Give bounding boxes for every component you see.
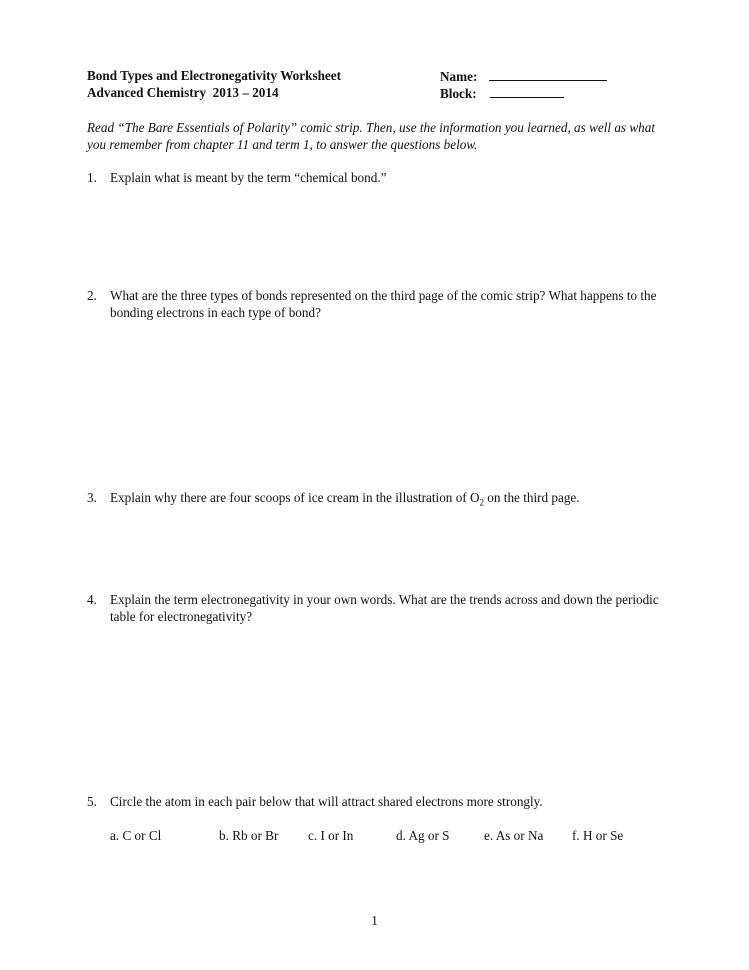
- worksheet-title: Bond Types and Electronegativity Worksheet: [87, 68, 342, 83]
- question-4: [87, 591, 667, 625]
- block-label: Block:: [440, 86, 477, 101]
- name-blank-line[interactable]: [489, 67, 607, 81]
- question-text: Circle the atom in each pair below that will attract shared electrons more strongly.: [110, 794, 543, 809]
- question-number: 4.: [87, 592, 97, 607]
- question-number: 3.: [87, 490, 97, 505]
- name-label: Name:: [440, 69, 478, 84]
- question-text-part: Explain why there are four scoops of ice cream in the illustration of O: [110, 490, 480, 505]
- subscript-2: 2: [479, 497, 484, 508]
- course-line: Advanced Chemistry 2013 – 2014: [87, 85, 279, 100]
- choice-a[interactable]: a. C or Cl: [110, 828, 162, 843]
- block-blank-line[interactable]: [490, 84, 564, 98]
- question-text-part: on the third page.: [484, 490, 580, 505]
- choice-e[interactable]: e. As or Na: [484, 828, 544, 843]
- choice-b[interactable]: b. Rb or Br: [219, 828, 279, 843]
- question-1: [87, 169, 667, 186]
- question-text: Explain what is meant by the term “chemical bond.”: [110, 170, 387, 185]
- choice-c[interactable]: c. I or In: [308, 828, 354, 843]
- name-field[interactable]: [440, 67, 607, 85]
- question-number: 2.: [87, 288, 97, 303]
- question-text: What are the three types of bonds represented on the third page of the comic strip? What happens to the bonding electrons in each type of bond?: [110, 288, 657, 320]
- choice-f[interactable]: f. H or Se: [572, 828, 624, 843]
- block-field[interactable]: [440, 84, 564, 102]
- question-text: Explain the term electronegativity in your own words. What are the trends across and down the periodic table for electronegativity?: [110, 592, 659, 624]
- question-text: [110, 489, 667, 512]
- question-number: 1.: [87, 170, 97, 185]
- question-number: 5.: [87, 794, 97, 809]
- page-number: 1: [371, 913, 378, 928]
- question-5: [87, 793, 667, 810]
- question-2: [87, 287, 667, 321]
- question-3: [87, 489, 667, 512]
- instructions: Read “The Bare Essentials of Polarity” comic strip. Then, use the information you learned, as well as what you remember from chapter 11 and term 1, to answer the questions below.: [87, 120, 656, 152]
- choice-d[interactable]: d. Ag or S: [396, 828, 450, 843]
